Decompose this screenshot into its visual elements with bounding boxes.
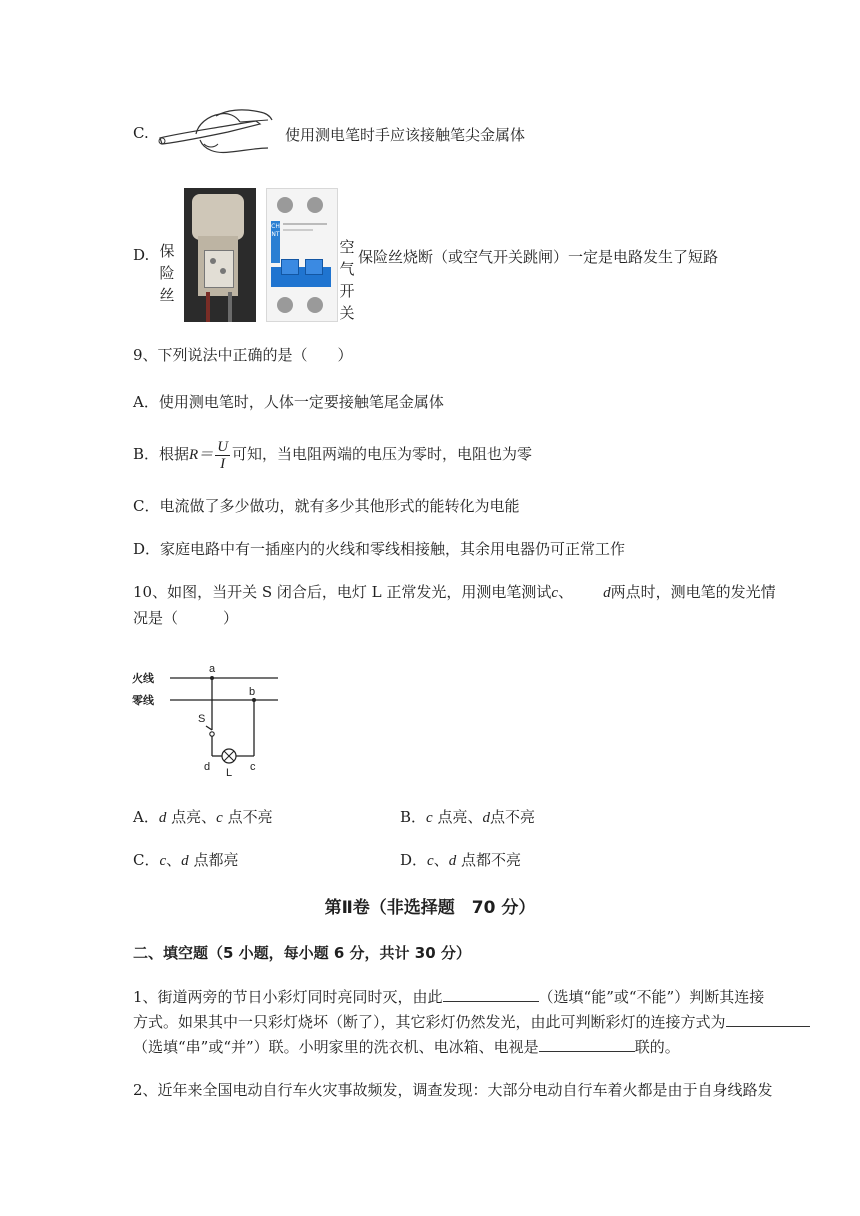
switch-contact xyxy=(210,732,214,736)
q8-option-c-text: 使用测电笔时手应该接触笔尖金属体 xyxy=(285,126,526,144)
fill-in-section-heading: 二、填空题（5 小题，每小题 6 分，共计 30 分） xyxy=(133,944,471,962)
q10-option-d-text2: 点都不亮 xyxy=(456,851,521,869)
circuit-diagram xyxy=(130,656,290,778)
fill1-line2 xyxy=(133,1012,810,1032)
q10-stem-part-a: 10、如图，当开关 S 闭合后，电灯 L 正常发光，用测电笔测试 xyxy=(133,583,552,601)
fuse-photo xyxy=(184,188,256,322)
q10-option-a-text1: 点亮、 xyxy=(166,808,217,826)
formula-denominator: I xyxy=(220,455,226,472)
q8-option-c-label: C. xyxy=(133,124,149,142)
ohm-law-fraction xyxy=(215,439,230,472)
q10-option-a-label: A． xyxy=(133,808,159,826)
q10-option-a xyxy=(133,806,273,827)
q10-option-a-var1: d xyxy=(158,810,167,826)
q10-stem-line2: 况是（ ） xyxy=(133,609,239,627)
junction-a xyxy=(210,676,214,680)
lamp-label: L xyxy=(226,767,233,778)
q10-option-d-var1: c xyxy=(427,853,434,869)
switch-label: S xyxy=(198,713,206,725)
answer-blank-2[interactable] xyxy=(726,1012,810,1027)
fill2-line1: 2、近年来全国电动自行车火灾事故频发，调查发现：大部分电动自行车着火都是由于自身线路发 xyxy=(133,1081,773,1099)
neutral-wire-label: 零线 xyxy=(132,694,154,707)
q10-option-b xyxy=(400,806,535,827)
q10-option-c-var1: c xyxy=(159,853,167,869)
q10-option-c-label: C． xyxy=(133,851,160,869)
q10-stem-part-b: 两点时，测电笔的发光情 xyxy=(610,583,776,601)
q9-option-b-suffix: 可知，当电阻两端的电压为零时，电阻也为零 xyxy=(232,445,533,463)
q10-option-c-text1: 、 xyxy=(166,851,182,869)
q8-option-d-text: 保险丝烧断（或空气开关跳闸）一定是电路发生了短路 xyxy=(358,248,719,266)
q9-option-b xyxy=(133,434,532,474)
q9-option-d: D．家庭电路中有一插座内的火线和零线相接触，其余用电器仍可正常工作 xyxy=(133,540,626,558)
q8-option-d-label: D. xyxy=(133,246,150,264)
q10-sep: 、 xyxy=(558,583,574,601)
q10-option-a-text2: 点不亮 xyxy=(222,808,273,826)
q10-option-c xyxy=(133,849,238,870)
q10-option-c-text2: 点都亮 xyxy=(188,851,239,869)
junction-b xyxy=(252,698,256,702)
fuse-label: 保险丝 xyxy=(159,242,175,304)
fill1-line1-part-a: 1、街道两旁的节日小彩灯同时亮同时灭，由此 xyxy=(133,988,443,1006)
q10-option-d-label: D． xyxy=(400,851,428,869)
q10-option-b-text1: 点亮、 xyxy=(432,808,483,826)
switch-blade xyxy=(206,726,212,730)
q10-option-b-label: B． xyxy=(400,808,427,826)
formula-lhs: R＝ xyxy=(189,447,214,463)
q10-option-d-text1: 、 xyxy=(433,851,449,869)
test-pen-hand-illustration xyxy=(156,104,276,158)
q10-option-b-var2: d xyxy=(482,810,490,826)
point-a-label: a xyxy=(209,663,216,675)
part-two-title: 第Ⅱ卷（非选择题 70 分） xyxy=(324,898,536,918)
q9-option-a: A．使用测电笔时，人体一定要接触笔尾金属体 xyxy=(133,393,444,411)
fill1-line1 xyxy=(133,987,764,1007)
q9-option-c: C．电流做了多少做功，就有多少其他形式的能转化为电能 xyxy=(133,497,520,515)
live-wire-label: 火线 xyxy=(132,672,154,685)
q10-option-d xyxy=(400,849,521,870)
q10-var-c: c xyxy=(551,585,559,601)
q9-option-b-prefix: B．根据 xyxy=(133,445,190,463)
breaker-brand-text: CHNT xyxy=(271,223,280,238)
fill1-line3-part-a: （选填“串”或“并”）联。小明家里的洗衣机、电冰箱、电视是 xyxy=(133,1038,539,1056)
q10-option-c-var2: d xyxy=(181,853,189,869)
fill1-line1-part-b: （选填“能”或“不能”）判断其连接 xyxy=(538,988,765,1006)
breaker-label: 空气开关 xyxy=(339,238,355,322)
fill1-line3 xyxy=(133,1037,680,1057)
fill1-line3-part-b: 联的。 xyxy=(634,1038,680,1056)
point-c-label: c xyxy=(250,761,256,773)
q10-var-d: d xyxy=(603,585,611,601)
fill1-line2-part-a: 方式。如果其中一只彩灯烧坏（断了），其它彩灯仍然发光，由此可判断彩灯的连接方式为 xyxy=(133,1013,726,1031)
formula-numerator: U xyxy=(217,438,229,455)
q10-option-a-var2: c xyxy=(216,810,223,826)
answer-blank-3[interactable] xyxy=(539,1037,635,1052)
q10-option-b-text2: 点不亮 xyxy=(489,808,535,826)
air-switch-photo xyxy=(266,188,338,322)
q10-option-d-var2: d xyxy=(448,853,457,869)
q9-stem: 9、下列说法中正确的是（ ） xyxy=(133,346,353,364)
q10-option-b-var1: c xyxy=(426,810,433,826)
point-b-label: b xyxy=(249,686,256,698)
q10-stem-line1 xyxy=(133,582,776,603)
answer-blank-1[interactable] xyxy=(443,987,539,1002)
point-d-label: d xyxy=(204,761,211,773)
